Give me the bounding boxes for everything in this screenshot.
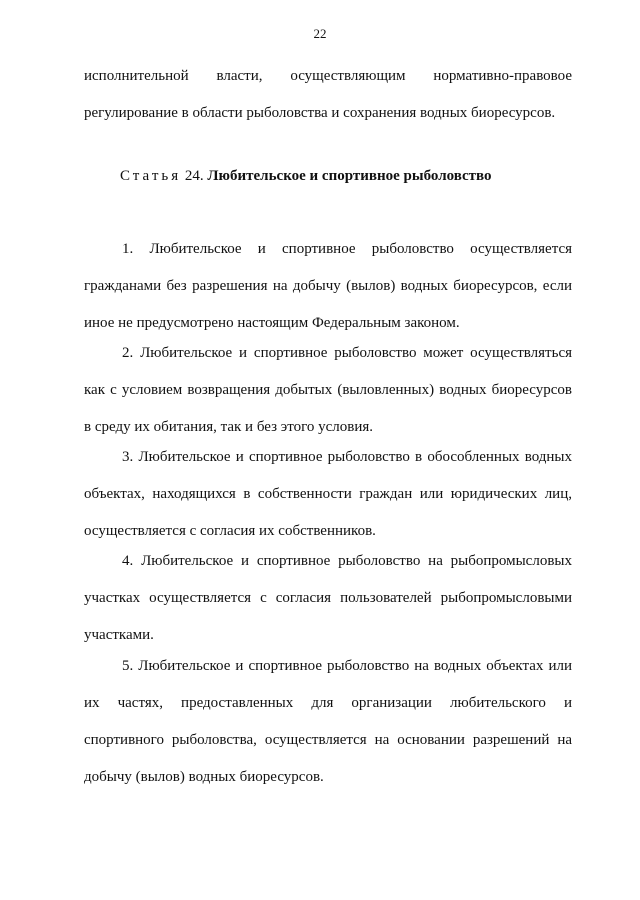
text-line: 1. Любительское и спортивное рыболовство осуществляется bbox=[122, 241, 572, 257]
text-line: участками. bbox=[84, 627, 154, 643]
text-line: их частях, предоставленных для организации любительского и bbox=[84, 695, 572, 711]
text-line: участках осуществляется с согласия пользователей рыбопромысловыми bbox=[84, 590, 572, 606]
text-line: 4. Любительское и спортивное рыболовство на рыбопромысловых bbox=[122, 553, 572, 569]
text-line: 5. Любительское и спортивное рыболовство на водных объектах или bbox=[122, 658, 572, 674]
text-line: спортивного рыболовства, осуществляется на основании разрешений на bbox=[84, 732, 572, 748]
article-number: 24. bbox=[184, 168, 204, 184]
paragraph-4 bbox=[84, 543, 572, 654]
article-title: Любительское и спортивное рыболовство bbox=[207, 168, 492, 184]
text-line: как с условием возвращения добытых (выловленных) водных биоресурсов bbox=[84, 382, 572, 398]
text-line: исполнительной власти, осуществляющим нормативно-правовое bbox=[84, 68, 572, 84]
text-line: осуществляется с согласия их собственников. bbox=[84, 523, 376, 539]
paragraph-1 bbox=[84, 231, 572, 342]
text-line: добычу (вылов) водных биоресурсов. bbox=[84, 769, 324, 785]
intro-paragraph bbox=[84, 58, 572, 132]
paragraph-5 bbox=[84, 648, 572, 796]
text-line: 3. Любительское и спортивное рыболовство в обособленных водных bbox=[122, 449, 572, 465]
page-number: 22 bbox=[313, 26, 327, 41]
text-line: в среду их обитания, так и без этого условия. bbox=[84, 419, 374, 435]
article-heading bbox=[120, 168, 492, 185]
paragraph-2 bbox=[84, 335, 572, 446]
article-label: Статья bbox=[120, 168, 182, 184]
paragraph-3 bbox=[84, 439, 572, 550]
text-line: гражданами без разрешения на добычу (вылов) водных биоресурсов, если bbox=[84, 278, 572, 294]
text-line: иное не предусмотрено настоящим Федеральным законом. bbox=[84, 315, 460, 331]
text-line: 2. Любительское и спортивное рыболовство может осуществляться bbox=[122, 345, 572, 361]
text-line: регулирование в области рыболовства и сохранения водных биоресурсов. bbox=[84, 105, 556, 121]
text-line: объектах, находящихся в собственности граждан или юридических лиц, bbox=[84, 486, 572, 502]
